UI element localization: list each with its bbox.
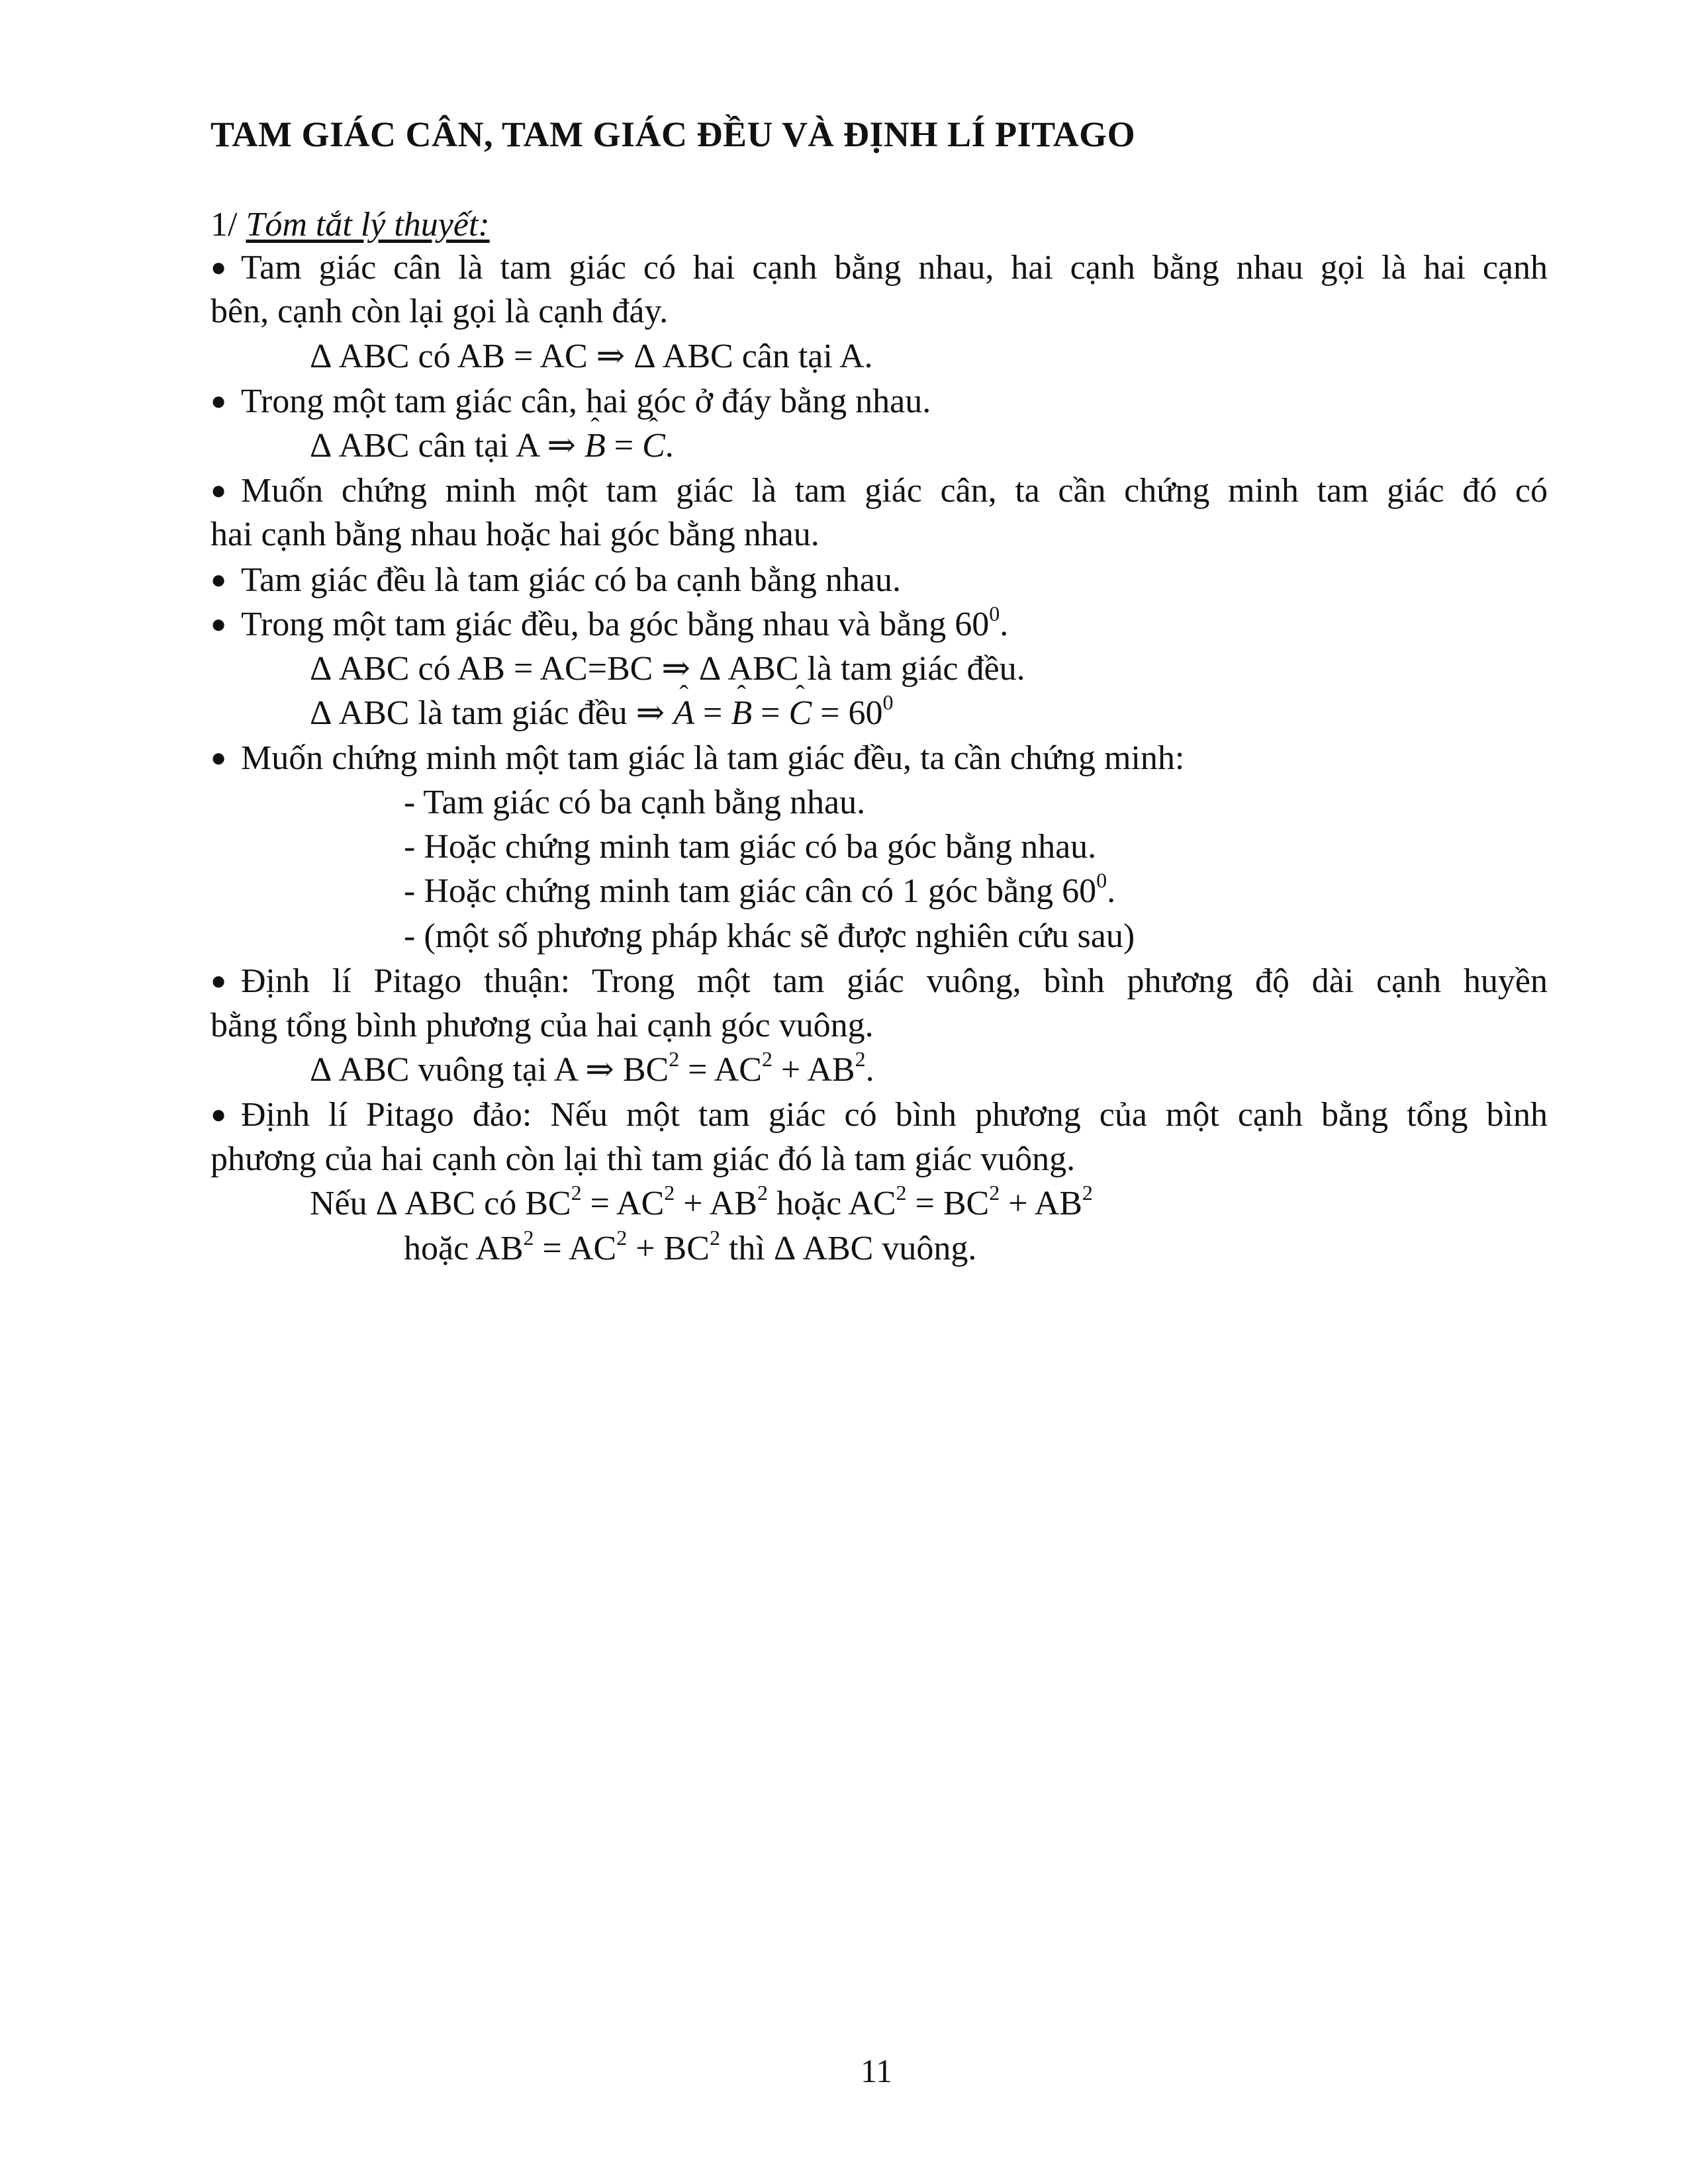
theory-summary bbox=[211, 245, 1548, 1271]
formula-line: Nếu Δ ABC có $BC^2 = AC^2 + AB^2$ hoặc $AC^2 = BC^2 + AB^2$ bbox=[310, 1181, 1093, 1223]
section-heading bbox=[211, 205, 490, 244]
paragraph-line: ● Muốn chứng minh một tam giác là tam giác cân, ta cần chứng minh tam giác đó có bbox=[211, 468, 1548, 512]
bullet-icon: ● bbox=[211, 386, 227, 416]
formula-line: Δ ABC là tam giác đều ⇒ ˆ A = ˆ B = ˆ $C = 60^0$ bbox=[211, 691, 1548, 735]
formula-line: Δ ABC có AB = AC=BC ⇒ Δ ABC là tam giác đều. bbox=[310, 649, 1025, 688]
page-number: 11 bbox=[861, 2052, 893, 2089]
formula-line: hoặc $AB^2 = AC^2 + BC^2$ thì Δ ABC vuông. bbox=[404, 1225, 977, 1267]
list-item: - (một số phương pháp khác sẽ được nghiên cứu sau) bbox=[404, 917, 1135, 955]
bullet-icon: ● bbox=[211, 966, 227, 996]
paragraph-line: ● Tam giác cân là tam giác có hai cạnh bằng nhau, hai cạnh bằng nhau gọi là hai cạnh bbox=[211, 245, 1548, 289]
paragraph-line: ● Trong một tam giác cân, hai góc ở đáy bằng nhau. bbox=[211, 379, 1548, 423]
page-title: TAM GIÁC CÂN, TAM GIÁC ĐỀU VÀ ĐỊNH LÍ PITAGO bbox=[211, 114, 1136, 154]
section-number: 1/ bbox=[211, 206, 238, 244]
formula-line: Δ ABC cân tại A ⇒ ˆ B = ˆ C. bbox=[211, 424, 1548, 468]
paragraph-line: bằng tổng bình phương của hai cạnh góc vuông. bbox=[211, 1006, 874, 1044]
bullet-icon: ● bbox=[211, 564, 227, 594]
paragraph-line: phương của hai cạnh còn lại thì tam giác đó là tam giác vuông. bbox=[211, 1140, 1076, 1178]
paragraph-line: ● Tam giác đều là tam giác có ba cạnh bằng nhau. bbox=[211, 557, 1548, 602]
bullet-icon: ● bbox=[211, 609, 227, 639]
paragraph-line: ● Định lí Pitago đảo: Nếu một tam giác có bình phương của một cạnh bằng tổng bình bbox=[211, 1092, 1548, 1136]
bullet-icon: ● bbox=[211, 475, 227, 505]
section-label: Tóm tắt lý thuyết: bbox=[246, 206, 490, 244]
list-item: - Hoặc chứng minh tam giác có ba góc bằng nhau. bbox=[404, 828, 1097, 866]
list-item: - Hoặc chứng minh tam giác cân có 1 góc bằng $60^0$. bbox=[404, 868, 1116, 911]
paragraph-line: ● Trong một tam giác đều, ba góc bằng nhau và bằng $60^0$. bbox=[211, 602, 1548, 646]
paragraph-line: hai cạnh bằng nhau hoặc hai góc bằng nhau. bbox=[211, 516, 820, 554]
list-item: - Tam giác có ba cạnh bằng nhau. bbox=[404, 783, 866, 821]
formula-line: Δ ABC có AB = AC ⇒ Δ ABC cân tại A. bbox=[310, 337, 873, 375]
bullet-icon: ● bbox=[211, 1099, 227, 1130]
formula-line: Δ ABC vuông tại A ⇒ $BC^2 = AC^2 + AB^2$. bbox=[310, 1047, 874, 1089]
paragraph-line: ● Định lí Pitago thuận: Trong một tam giác vuông, bình phương độ dài cạnh huyền bbox=[211, 958, 1548, 1003]
bullet-icon: ● bbox=[211, 743, 227, 773]
paragraph-line: bên, cạnh còn lại gọi là cạnh đáy. bbox=[211, 293, 669, 331]
paragraph-line: ● Muốn chứng minh một tam giác là tam giác đều, ta cần chứng minh: bbox=[211, 735, 1548, 780]
bullet-icon: ● bbox=[211, 252, 227, 282]
